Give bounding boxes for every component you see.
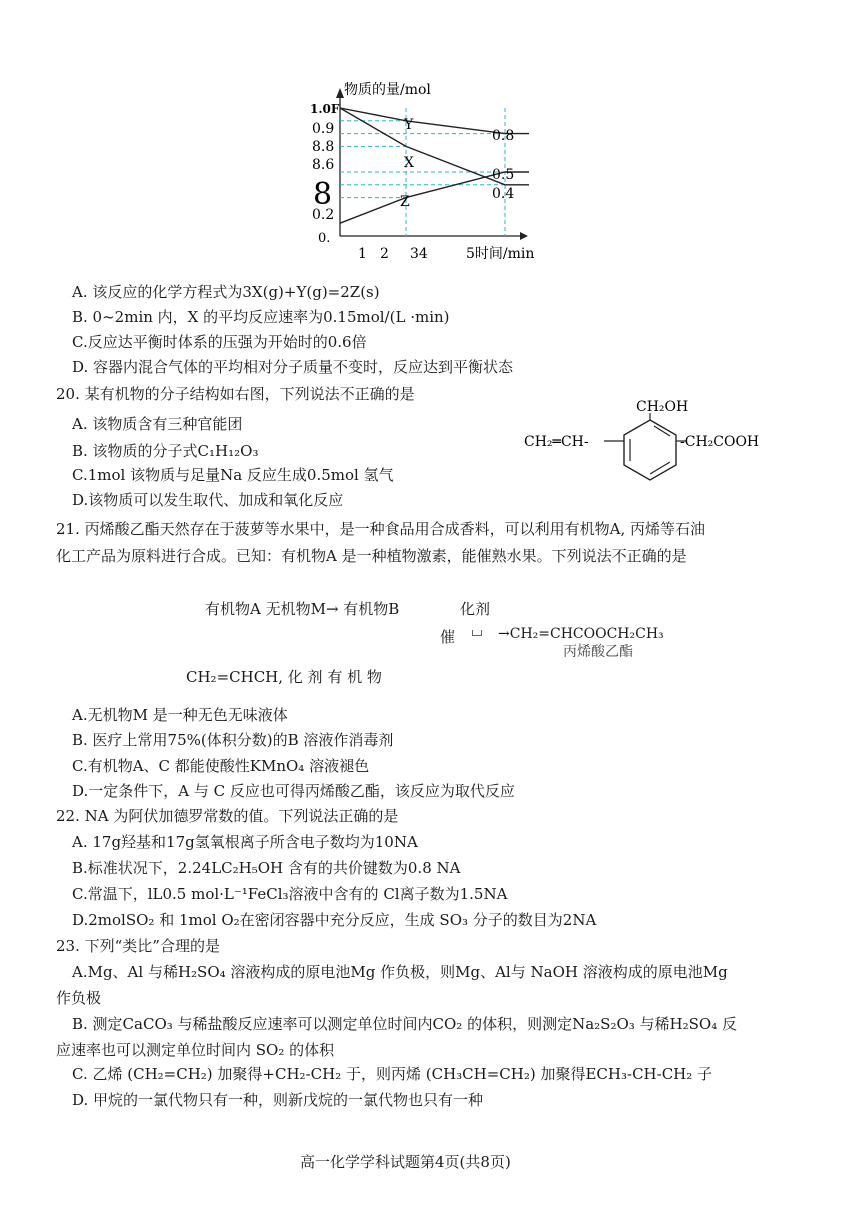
x-tick-label: 34: [410, 246, 428, 262]
y-tick-label: 0.: [318, 231, 331, 246]
q22-option-b: B.标准状况下，2.24LC₂H₅OH 含有的共价键数为0.8 NA: [72, 859, 461, 877]
y-tick-label: 8.8: [312, 139, 335, 155]
end-label-z: 0.5: [492, 167, 515, 183]
q23-option-b: B. 测定CaCO₃ 与稀盐酸反应速率可以测定单位时间内CO₂ 的体积，则测定Na₂S₂O₃ 与稀H₂SO₄ 反: [72, 1015, 737, 1033]
q21-stem-line1: 21. 丙烯酸乙酯天然存在于菠萝等水果中，是一种食品用合成香料，可以利用有机物A, 丙烯等石油: [56, 520, 705, 538]
q20-option-a: A. 该物质含有三种官能团: [72, 415, 243, 433]
y-tick-label: 0.9: [312, 121, 335, 137]
x-tick-label: 1: [358, 246, 367, 262]
y-tick-label: 8: [313, 177, 333, 212]
q21-stem-line2: 化工产品为原料进行合成。已知：有机物A 是一种植物激素，能催熟水果。下列说法不正确的是: [56, 547, 687, 565]
q21-option-b: B. 医疗上常用75%(体积分数)的B 溶液作消毒剂: [72, 731, 394, 749]
benzene-ring: [624, 420, 676, 480]
series-label-z: Z: [400, 194, 410, 210]
reaction-chart: [300, 76, 560, 266]
q19-option-a: A. 该反应的化学方程式为3X(g)+Y(g)=2Z(s): [72, 283, 380, 301]
y-tick-label: 8.6: [312, 157, 335, 173]
q22-option-c: C.常温下，lL0.5 mol·L⁻¹FeCl₃溶液中含有的 Cl离子数为1.5NA: [72, 885, 508, 903]
y-axis-arrow: [336, 88, 344, 98]
ring-double-bond: [650, 462, 670, 474]
end-label-x: 0.4: [492, 186, 515, 202]
scheme-mark: [472, 630, 482, 636]
q23-option-d: D. 甲烷的一氯代物只有一种，则新戊烷的一氯代物也只有一种: [72, 1091, 484, 1109]
q22-option-d: D.2molSO₂ 和 1mol O₂在密闭容器中充分反应，生成 SO₃ 分子的数目为2NA: [72, 911, 597, 929]
q19-option-c: C.反应达平衡时体系的压强为开始时的0.6倍: [72, 333, 367, 351]
q20-stem: 20. 某有机物的分子结构如右图，下列说法不正确的是: [56, 385, 415, 403]
y-axis-label: 物质的量/mol: [344, 82, 431, 98]
q20-option-c: C.1mol 该物质与足量Na 反应生成0.5mol 氢气: [72, 466, 394, 484]
molecule-structure: [520, 395, 780, 495]
x-axis-label: 5时间/min: [466, 246, 535, 262]
scheme-cui: 催: [440, 628, 456, 646]
q22-stem: 22. NA 为阿伏加德罗常数的值。下列说法正确的是: [56, 807, 399, 825]
chart-svg: [300, 76, 560, 266]
q21-option-d: D.一定条件下，A 与 C 反应也可得丙烯酸乙酯，该反应为取代反应: [72, 782, 515, 800]
scheme-product-name: 丙烯酸乙酯: [563, 644, 633, 660]
q19-option-d: D. 容器内混合气体的平均相对分子质量不变时，反应达到平衡状态: [72, 358, 514, 376]
series-label-y: Y: [404, 117, 414, 133]
vinyl-group: CH₂═CH-: [524, 434, 589, 450]
page-footer: 高一化学学科试题第4页(共8页): [300, 1153, 511, 1171]
y-tick-label: 0.2: [312, 207, 335, 223]
q21-option-a: A.无机物M 是一种无色无味液体: [72, 706, 288, 724]
scheme-row1: 有机物A 无机物M→ 有机物B: [205, 600, 400, 618]
q21-option-c: C.有机物A、C 都能使酸性KMnO₄ 溶液褪色: [72, 757, 370, 775]
q23-option-a-cont: 作负极: [56, 989, 102, 1007]
q23-option-b-cont: 应速率也可以测定单位时间内 SO₂ 的体积: [56, 1041, 335, 1059]
ch2oh-group: CH₂OH: [636, 399, 689, 415]
y-tick-label: 1.0F: [310, 102, 340, 116]
q23-option-a: A.Mg、Al 与稀H₂SO₄ 溶液构成的原电池Mg 作负极，则Mg、Al与 NaOH 溶液构成的原电池Mg: [72, 963, 728, 981]
x-tick-label: 2: [380, 246, 389, 262]
q23-option-c: C. 乙烯 (CH₂=CH₂) 加聚得+CH₂-CH₂ 于，则丙烯 (CH₃CH=CH₂) 加聚得ECH₃-CH-CH₂ 子: [72, 1065, 713, 1083]
scheme-product: →CH₂=CHCOOCH₂CH₃: [498, 626, 664, 642]
x-axis-arrow: [520, 232, 528, 240]
acid-group: -CH₂COOH: [680, 434, 760, 450]
scheme-row2: CH₂=CHCH, 化 剂 有 机 物: [186, 668, 382, 686]
q22-option-a: A. 17g羟基和17g氢氧根离子所含电子数均为10NA: [72, 833, 418, 851]
scheme-catalyst: 化剂: [460, 600, 491, 618]
end-label-y: 0.8: [492, 128, 515, 144]
series-label-x: X: [404, 155, 414, 171]
q20-option-b: B. 该物质的分子式C₁H₁₂O₃: [72, 442, 259, 460]
q19-option-b: B. 0~2min 内，X 的平均反应速率为0.15mol/(L ·min): [72, 308, 450, 326]
q20-option-d: D.该物质可以发生取代、加成和氧化反应: [72, 491, 344, 509]
q23-stem: 23. 下列“类比”合理的是: [56, 937, 220, 955]
